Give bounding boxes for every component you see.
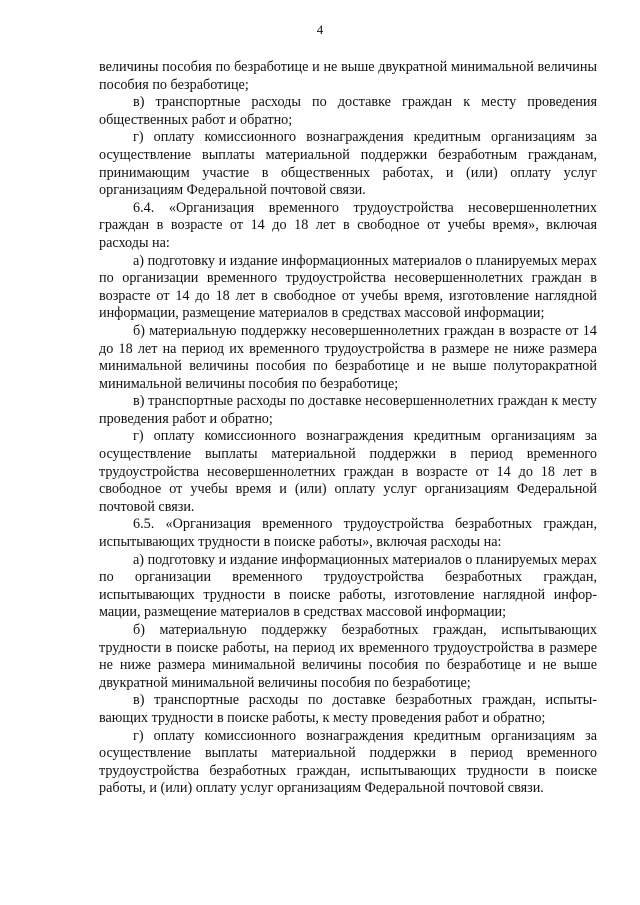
page-number: 4 xyxy=(316,22,324,37)
paragraph-6-5-item-a: а) подготовку и издание информационных материалов о планируемых мерах по организации временного трудоустройства безработных граждан, испытывающих трудности в поиске работы, изготовление наглядной информации, размещение материалов в средствах массовой информации; xyxy=(99,551,598,621)
paragraph-item-g-public-works-commission: г) оплату комиссионного вознаграждения кредитным организациям за осуществление выплаты материальной поддержки безработным гражданам, принимающим участие в общественных работах, и (или) оплату услуг организациям Федеральной почтовой связи. xyxy=(99,129,597,199)
paragraph-6-5-item-g: г) оплату комиссионного вознаграждения кредитным организациям за осуществление выплаты материальной поддержки в период временного трудоустройства безработных граждан, испытывающих трудности в поиске работы, и (или) оплату услуг организациям Федеральной почтовой связи. xyxy=(99,727,597,797)
paragraph-6-4-item-v: в) транспортные расходы по доставке несовершеннолетних граждан к месту проведения работ и обратно; xyxy=(99,393,597,427)
paragraph-6-5-item-b: б) материальную поддержку безработных граждан, испытывающих трудности в поиске работы, на период их временного трудоустройства в размере не ниже размера минимальной величины пособия по безработице и не выше двукратной минимальной величины пособия по безработице; xyxy=(99,622,597,691)
paragraph-section-6-4: 6.4. «Организация временного трудоустройства несовершеннолетних граждан в возрасте от 14 до 18 лет в свободное от учебы время», включая расходы на: xyxy=(99,199,597,251)
document-body xyxy=(99,59,597,798)
paragraph-continuation: величины пособия по безработице и не выше двукратной минимальной величины пособия по безработице; xyxy=(99,59,597,93)
paragraph-section-6-5: 6.5. «Организация временного трудоустройства безработных граждан, испытывающих трудности в поиске работы», включая расходы на: xyxy=(99,516,597,551)
paragraph-6-4-item-g: г) оплату комиссионного вознаграждения кредитным организациям за осуществление выплаты материальной поддержки в период временного трудоустройства несовершеннолетних граждан в возрасте от 14 до 18 лет в свободное от учебы время и (или) оплату услуг организациям Федеральной почтовой связи. xyxy=(99,428,597,515)
paragraph-6-4-item-b: б) материальную поддержку несовершеннолетних граждан в возрасте от 14 до 18 лет на период их временного трудоустройства в размере не ниже размера минимальной величины пособия по безработице и не выше полуторакратной минимальной величины пособия по безработице; xyxy=(99,322,597,392)
paragraph-item-v-public-works-transport: в) транспортные расходы по доставке граждан к месту проведения общественных работ и обратно; xyxy=(99,94,597,128)
paragraph-6-4-item-a: а) подготовку и издание информационных материалов о планируемых мерах по организации временного трудоустройства несовершеннолетних граждан в возрасте от 14 до 18 лет в свободное от учебы время, изготовление наглядной информации, размещение материалов в средствах массовой информации; xyxy=(99,252,598,322)
paragraph-6-5-item-v: в) транспортные расходы по доставке безработных граждан, испытывающих трудности в поиске работы, к месту проведения работ и обратно; xyxy=(99,692,597,726)
